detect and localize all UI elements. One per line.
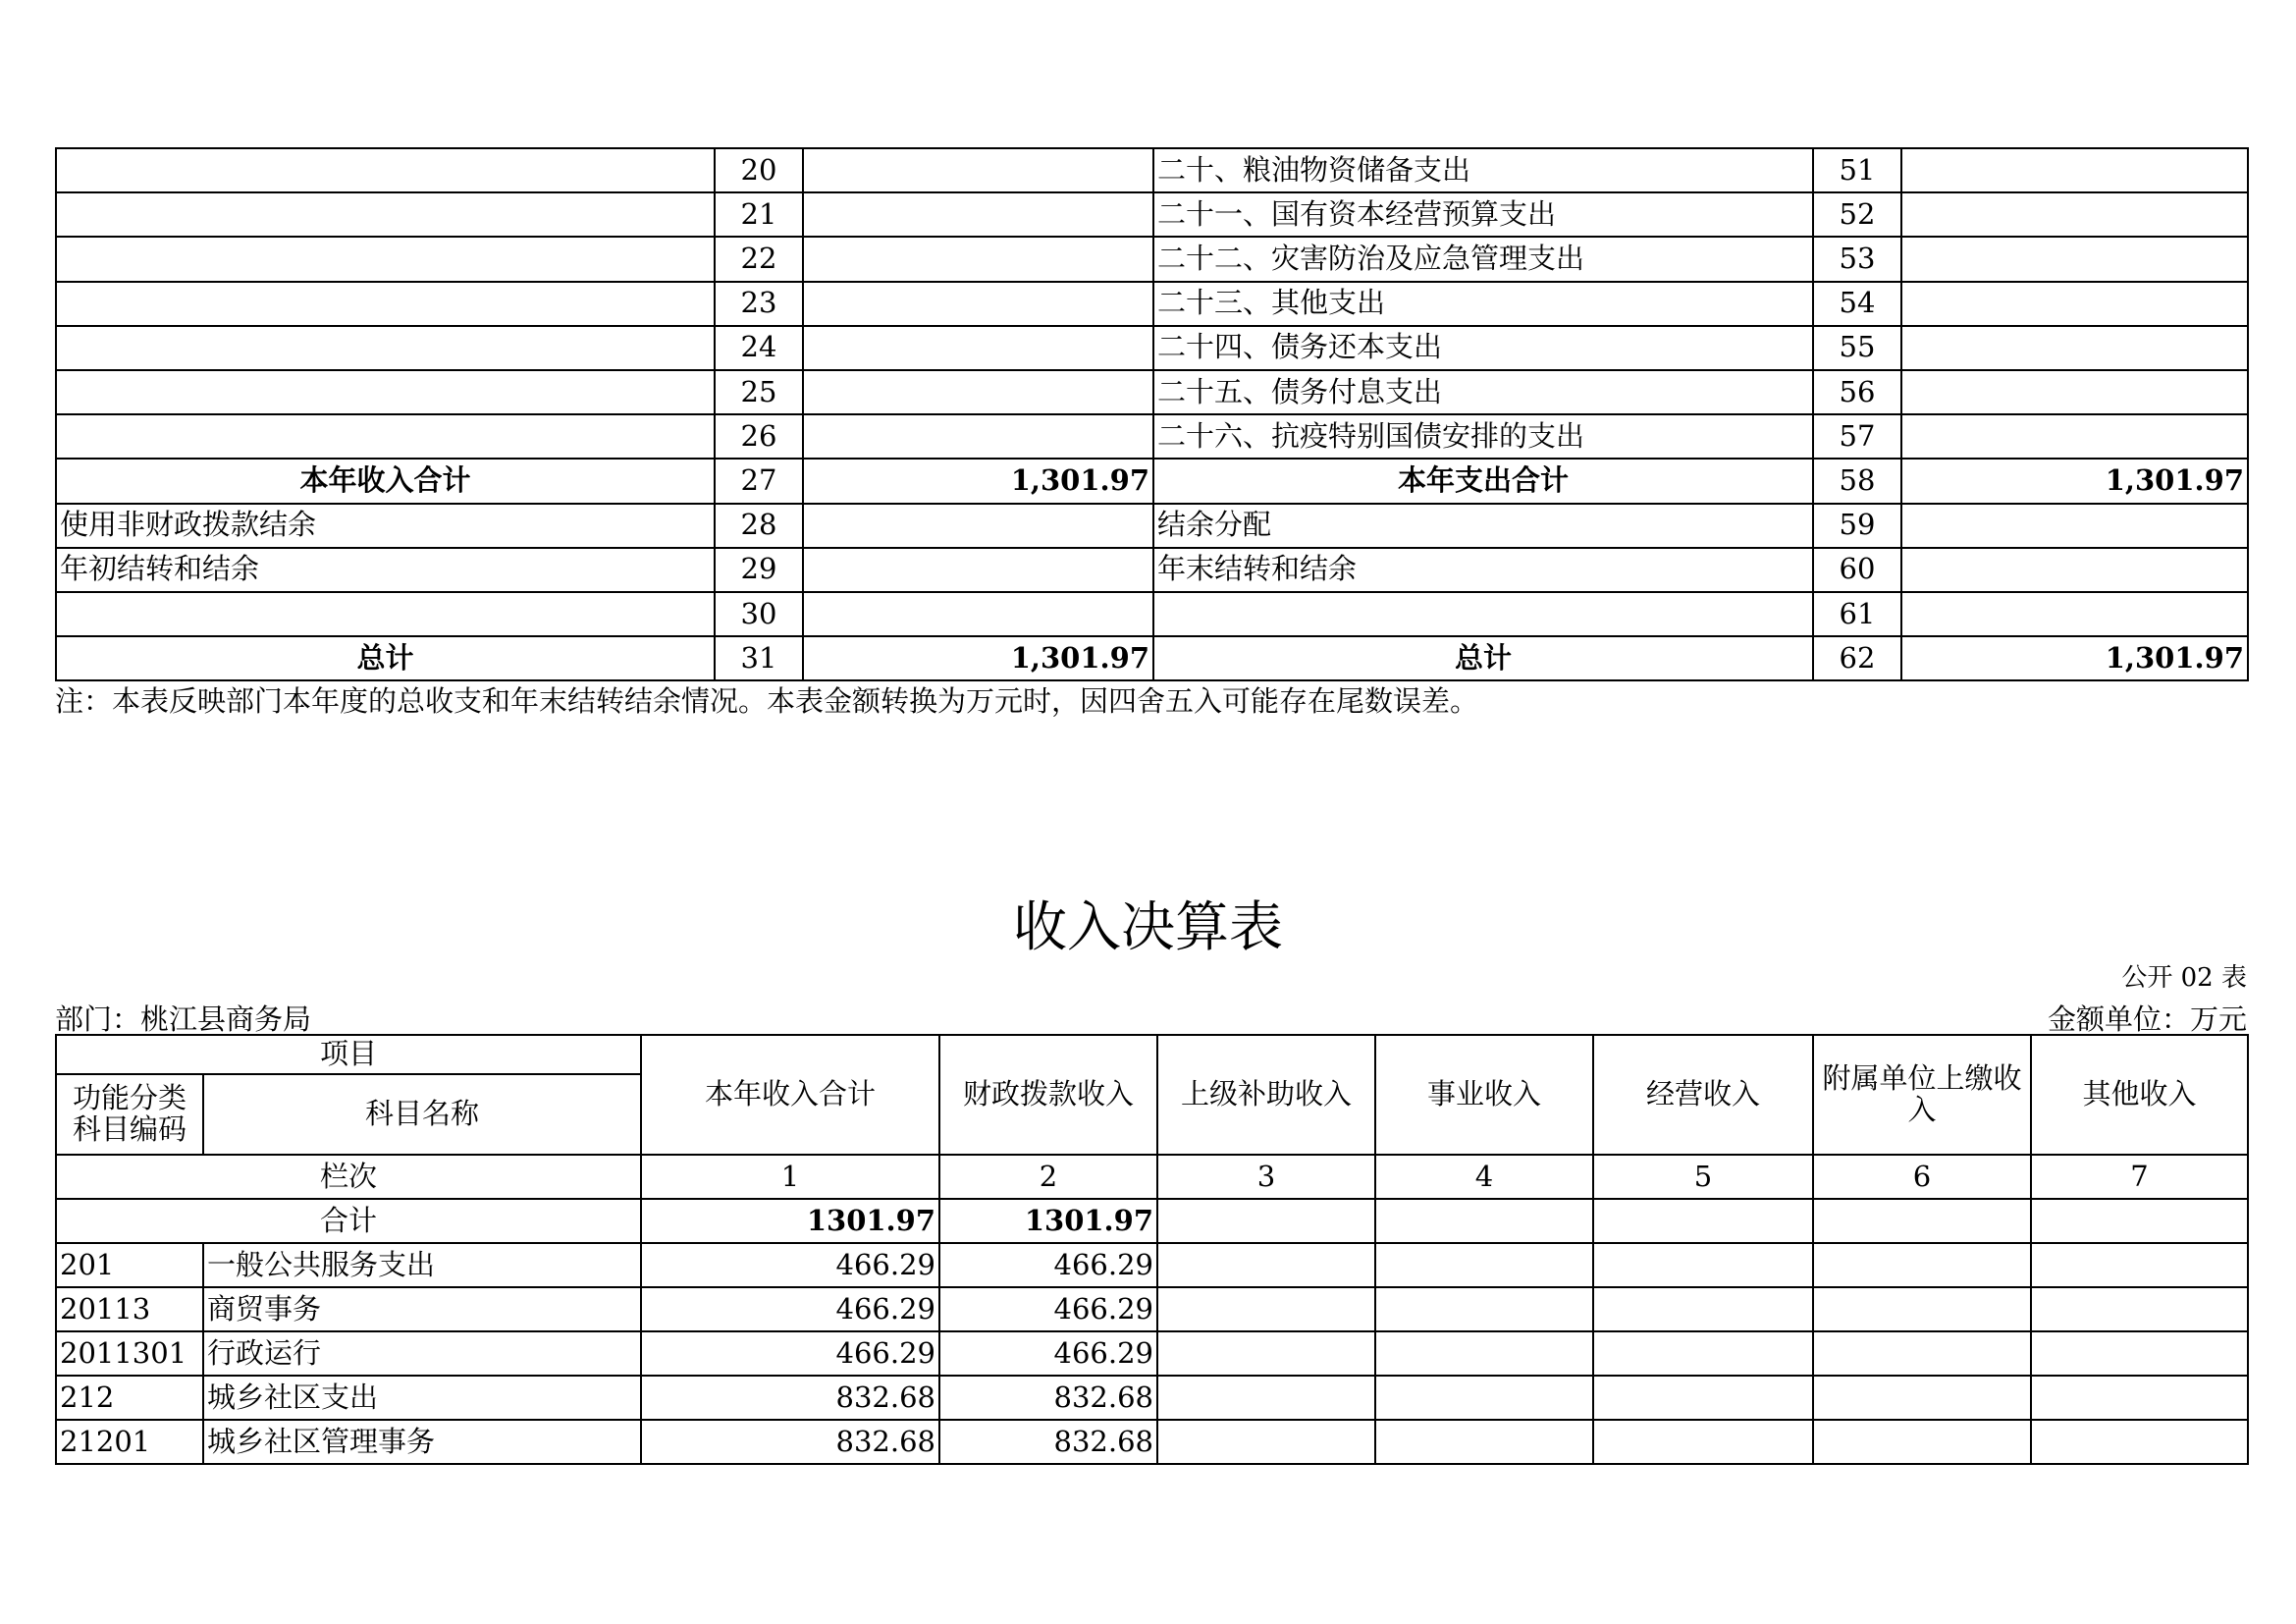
empty-cell — [1375, 1243, 1593, 1287]
empty-cell — [1157, 1420, 1375, 1464]
table-row — [56, 326, 2248, 370]
income-amount — [803, 237, 1153, 281]
income-item — [56, 148, 715, 192]
income-total: 466.29 — [641, 1287, 939, 1331]
income-total: 832.68 — [641, 1376, 939, 1420]
expense-amount — [1901, 148, 2248, 192]
table-row — [56, 548, 2248, 592]
expense-amount — [1901, 326, 2248, 370]
empty-cell — [2031, 1287, 2248, 1331]
expense-item: 二十二、灾害防治及应急管理支出 — [1153, 237, 1813, 281]
expense-item: 本年支出合计 — [1153, 459, 1813, 503]
empty-cell — [1375, 1287, 1593, 1331]
expense-line-number: 61 — [1813, 592, 1901, 636]
income-line-number: 25 — [715, 370, 803, 414]
expense-item: 二十、粮油物资储备支出 — [1153, 148, 1813, 192]
total-income: 1301.97 — [641, 1199, 939, 1243]
expense-line-number: 55 — [1813, 326, 1901, 370]
subject-name: 商贸事务 — [203, 1287, 641, 1331]
subject-code: 21201 — [56, 1420, 203, 1464]
expense-amount — [1901, 192, 2248, 237]
empty-cell — [1157, 1287, 1375, 1331]
expense-line-number: 59 — [1813, 504, 1901, 548]
table-row — [56, 1287, 2248, 1331]
income-amount — [803, 192, 1153, 237]
header-superior: 上级补助收入 — [1157, 1035, 1375, 1155]
table-row — [56, 459, 2248, 503]
income-line-number: 22 — [715, 237, 803, 281]
income-amount: 1,301.97 — [803, 636, 1153, 680]
income-item — [56, 414, 715, 459]
empty-cell — [1593, 1287, 1813, 1331]
income-line-number: 27 — [715, 459, 803, 503]
income-line-number: 29 — [715, 548, 803, 592]
table-row — [56, 237, 2248, 281]
subject-name: 城乡社区支出 — [203, 1376, 641, 1420]
balance-table — [55, 147, 2249, 681]
income-line-number: 24 — [715, 326, 803, 370]
income-amount — [803, 504, 1153, 548]
column-number: 5 — [1593, 1155, 1813, 1199]
expense-line-number: 62 — [1813, 636, 1901, 680]
expense-line-number: 53 — [1813, 237, 1901, 281]
income-item — [56, 192, 715, 237]
header-affiliated: 附属单位上缴收入 — [1813, 1035, 2031, 1155]
expense-item: 二十一、国有资本经营预算支出 — [1153, 192, 1813, 237]
subject-name: 城乡社区管理事务 — [203, 1420, 641, 1464]
header-total: 本年收入合计 — [641, 1035, 939, 1155]
total-label: 合计 — [56, 1199, 641, 1243]
expense-amount: 1,301.97 — [1901, 636, 2248, 680]
column-number: 1 — [641, 1155, 939, 1199]
table-row — [56, 192, 2248, 237]
expense-amount — [1901, 414, 2248, 459]
income-line-number: 26 — [715, 414, 803, 459]
header-name: 科目名称 — [203, 1074, 641, 1155]
income-item — [56, 237, 715, 281]
expense-item: 二十三、其他支出 — [1153, 282, 1813, 326]
expense-item: 二十五、债务付息支出 — [1153, 370, 1813, 414]
table-row — [56, 636, 2248, 680]
fiscal-income: 832.68 — [939, 1420, 1157, 1464]
expense-item: 年末结转和结余 — [1153, 548, 1813, 592]
column-number: 6 — [1813, 1155, 2031, 1199]
department-label: 部门：桃江县商务局 — [55, 1002, 312, 1036]
empty-cell — [1375, 1420, 1593, 1464]
empty-cell — [1375, 1331, 1593, 1376]
income-item: 年初结转和结余 — [56, 548, 715, 592]
column-number-row — [56, 1155, 2248, 1199]
income-line-number: 31 — [715, 636, 803, 680]
empty-cell — [2031, 1376, 2248, 1420]
unit-label: 金额单位：万元 — [2047, 1002, 2247, 1036]
empty-cell — [1813, 1331, 2031, 1376]
fiscal-income: 466.29 — [939, 1287, 1157, 1331]
table-row — [56, 1420, 2248, 1464]
expense-amount — [1901, 548, 2248, 592]
expense-line-number: 57 — [1813, 414, 1901, 459]
page-title: 收入决算表 — [1012, 895, 1283, 958]
expense-line-number: 56 — [1813, 370, 1901, 414]
expense-amount — [1901, 237, 2248, 281]
table-note: 注：本表反映部门本年度的总收支和年末结转结余情况。本表金额转换为万元时，因四舍五入可能存在尾数误差。 — [55, 684, 1479, 718]
header-code: 功能分类科目编码 — [56, 1074, 203, 1155]
table-row — [56, 370, 2248, 414]
column-number: 7 — [2031, 1155, 2248, 1199]
empty-cell — [1813, 1243, 2031, 1287]
income-line-number: 30 — [715, 592, 803, 636]
table-row — [56, 282, 2248, 326]
empty-cell — [1157, 1376, 1375, 1420]
empty-cell — [1593, 1331, 1813, 1376]
empty-cell — [1813, 1420, 2031, 1464]
column-number: 2 — [939, 1155, 1157, 1199]
empty-cell — [2031, 1243, 2248, 1287]
expense-line-number: 54 — [1813, 282, 1901, 326]
subject-code: 201 — [56, 1243, 203, 1287]
subject-name: 一般公共服务支出 — [203, 1243, 641, 1287]
income-item — [56, 370, 715, 414]
income-item: 本年收入合计 — [56, 459, 715, 503]
empty-cell — [1593, 1420, 1813, 1464]
expense-amount: 1,301.97 — [1901, 459, 2248, 503]
income-total: 466.29 — [641, 1243, 939, 1287]
fiscal-income: 466.29 — [939, 1243, 1157, 1287]
income-amount — [803, 148, 1153, 192]
form-number: 公开 02 表 — [2121, 963, 2247, 993]
expense-line-number: 52 — [1813, 192, 1901, 237]
expense-item: 总计 — [1153, 636, 1813, 680]
income-amount — [803, 548, 1153, 592]
header-fiscal: 财政拨款收入 — [939, 1035, 1157, 1155]
income-line-number: 28 — [715, 504, 803, 548]
income-amount — [803, 414, 1153, 459]
fiscal-income: 466.29 — [939, 1331, 1157, 1376]
income-line-number: 21 — [715, 192, 803, 237]
income-amount: 1,301.97 — [803, 459, 1153, 503]
expense-item — [1153, 592, 1813, 636]
subject-code: 20113 — [56, 1287, 203, 1331]
income-line-number: 20 — [715, 148, 803, 192]
total-fiscal: 1301.97 — [939, 1199, 1157, 1243]
header-operating: 经营收入 — [1593, 1035, 1813, 1155]
total-row — [56, 1199, 2248, 1243]
income-table — [55, 1034, 2249, 1465]
table-row — [56, 148, 2248, 192]
income-item: 使用非财政拨款结余 — [56, 504, 715, 548]
table-row — [56, 1331, 2248, 1376]
table-row — [56, 1243, 2248, 1287]
income-total: 466.29 — [641, 1331, 939, 1376]
empty-cell — [1375, 1376, 1593, 1420]
empty-cell — [2031, 1420, 2248, 1464]
expense-line-number: 60 — [1813, 548, 1901, 592]
column-number: 3 — [1157, 1155, 1375, 1199]
expense-amount — [1901, 504, 2248, 548]
expense-line-number: 58 — [1813, 459, 1901, 503]
expense-amount — [1901, 282, 2248, 326]
expense-item: 二十四、债务还本支出 — [1153, 326, 1813, 370]
income-amount — [803, 326, 1153, 370]
empty-cell — [1813, 1287, 2031, 1331]
subject-code: 2011301 — [56, 1331, 203, 1376]
column-number-label: 栏次 — [56, 1155, 641, 1199]
empty-cell — [1157, 1243, 1375, 1287]
expense-item: 二十六、抗疫特别国债安排的支出 — [1153, 414, 1813, 459]
empty-cell — [1593, 1243, 1813, 1287]
subject-name: 行政运行 — [203, 1331, 641, 1376]
income-line-number: 23 — [715, 282, 803, 326]
table-row — [56, 414, 2248, 459]
empty-cell — [2031, 1331, 2248, 1376]
income-amount — [803, 282, 1153, 326]
header-business: 事业收入 — [1375, 1035, 1593, 1155]
subject-code: 212 — [56, 1376, 203, 1420]
header-other: 其他收入 — [2031, 1035, 2248, 1155]
empty-cell — [2031, 1199, 2248, 1243]
expense-line-number: 51 — [1813, 148, 1901, 192]
empty-cell — [1593, 1376, 1813, 1420]
column-number: 4 — [1375, 1155, 1593, 1199]
empty-cell — [1813, 1199, 2031, 1243]
fiscal-income: 832.68 — [939, 1376, 1157, 1420]
empty-cell — [1157, 1199, 1375, 1243]
income-item: 总计 — [56, 636, 715, 680]
income-amount — [803, 370, 1153, 414]
income-item — [56, 282, 715, 326]
expense-item: 结余分配 — [1153, 504, 1813, 548]
income-amount — [803, 592, 1153, 636]
table-row — [56, 592, 2248, 636]
income-total: 832.68 — [641, 1420, 939, 1464]
income-item — [56, 326, 715, 370]
empty-cell — [1813, 1376, 2031, 1420]
expense-amount — [1901, 370, 2248, 414]
header-project: 项目 — [56, 1035, 641, 1074]
empty-cell — [1593, 1199, 1813, 1243]
income-item — [56, 592, 715, 636]
empty-cell — [1375, 1199, 1593, 1243]
expense-amount — [1901, 592, 2248, 636]
table-row — [56, 504, 2248, 548]
empty-cell — [1157, 1331, 1375, 1376]
table-row — [56, 1376, 2248, 1420]
